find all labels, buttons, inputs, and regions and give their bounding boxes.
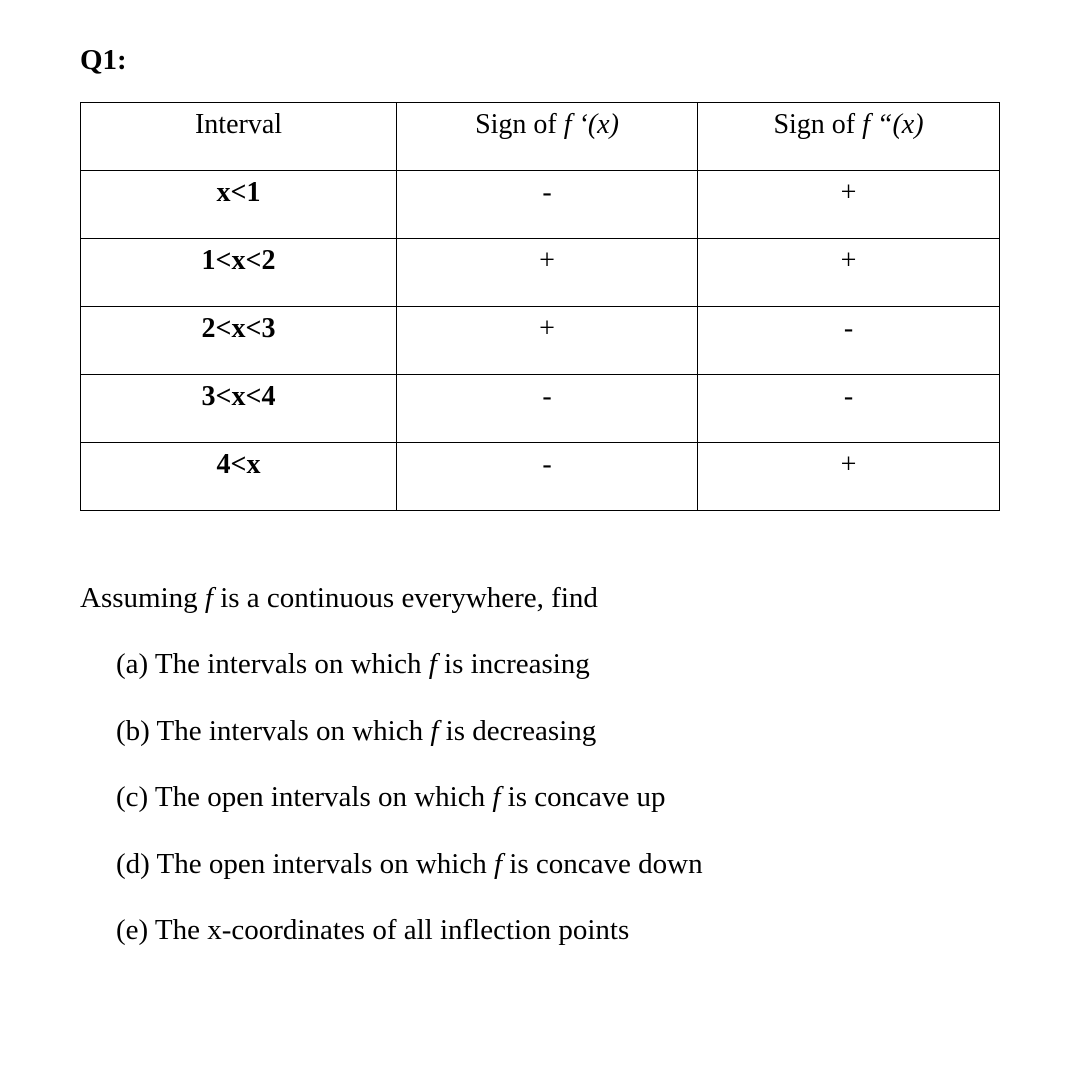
second-derivative-sign-cell: [698, 239, 1000, 307]
first-derivative-sign: +: [539, 313, 555, 344]
problem-statement: [80, 578, 598, 618]
problem-prefix: Assuming: [80, 582, 205, 614]
table-row: [81, 171, 1000, 239]
header-second-derivative-suffix: “(x): [869, 109, 924, 140]
part-prefix: (b) The intervals on which: [116, 714, 431, 747]
first-derivative-sign-cell: [397, 443, 698, 511]
second-derivative-sign-cell: [698, 443, 1000, 511]
part-prefix: (d) The open intervals on which: [116, 847, 494, 880]
first-derivative-sign: +: [539, 245, 555, 276]
header-interval: [81, 103, 397, 171]
question-part-b: [116, 711, 703, 778]
header-first-derivative-suffix: ‘(x): [571, 109, 619, 140]
interval-cell: [81, 375, 397, 443]
part-prefix: (a) The intervals on which: [116, 648, 429, 680]
first-derivative-sign-cell: [397, 239, 698, 307]
sign-chart-table: [80, 102, 1000, 511]
interval-cell: [81, 171, 397, 239]
question-part-d: [116, 844, 703, 911]
second-derivative-sign-cell: [698, 307, 1000, 375]
header-second-derivative-prefix: Sign of: [773, 109, 863, 140]
header-first-derivative-prefix: Sign of: [475, 109, 564, 140]
interval-cell: [81, 443, 397, 511]
first-derivative-sign-cell: [397, 171, 698, 239]
first-derivative-sign: -: [542, 381, 552, 412]
header-first-derivative: [397, 103, 698, 171]
question-part-a: [116, 644, 703, 711]
part-suffix: is decreasing: [438, 714, 597, 747]
question-label: Q1:: [80, 44, 127, 76]
part-f: f: [430, 714, 439, 747]
table-row: [81, 239, 1000, 307]
part-suffix: is concave up: [500, 781, 666, 813]
second-derivative-sign-cell: [698, 375, 1000, 443]
interval-value: 1<x<2: [201, 245, 276, 276]
part-prefix: (c) The open intervals on which: [116, 781, 493, 813]
first-derivative-sign-cell: [397, 375, 698, 443]
interval-cell: [81, 307, 397, 375]
first-derivative-sign: -: [542, 449, 552, 480]
part-f: f: [493, 847, 503, 880]
problem-f: f: [204, 582, 213, 614]
interval-value: 2<x<3: [201, 313, 276, 344]
table-header-row: [81, 103, 1000, 171]
part-prefix: (e) The x-coordinates of all inflection points: [116, 914, 630, 946]
second-derivative-sign: +: [840, 177, 857, 208]
interval-value: 4<x: [216, 449, 261, 480]
header-second-derivative: [698, 103, 1000, 171]
header-interval-text: Interval: [194, 109, 283, 140]
header-first-derivative-f: f: [563, 109, 572, 140]
part-f: f: [492, 781, 501, 813]
part-suffix: is increasing: [436, 648, 590, 680]
interval-value: 3<x<4: [201, 381, 276, 412]
first-derivative-sign: -: [542, 177, 552, 208]
question-part-c: [116, 777, 703, 844]
part-suffix: is concave down: [502, 847, 703, 880]
table-row: [81, 375, 1000, 443]
table-row: [81, 443, 1000, 511]
header-second-derivative-f: f: [862, 109, 870, 140]
second-derivative-sign-cell: [698, 171, 1000, 239]
table-row: [81, 307, 1000, 375]
interval-cell: [81, 239, 397, 307]
second-derivative-sign: +: [840, 449, 857, 480]
second-derivative-sign: -: [843, 313, 854, 344]
question-parts-list: [116, 644, 703, 977]
second-derivative-sign: +: [840, 245, 857, 276]
second-derivative-sign: -: [843, 381, 854, 412]
problem-suffix: is a continuous everywhere, find: [212, 582, 598, 614]
first-derivative-sign-cell: [397, 307, 698, 375]
part-f: f: [428, 648, 437, 680]
interval-value: x<1: [216, 177, 261, 208]
question-part-e: [116, 910, 703, 977]
